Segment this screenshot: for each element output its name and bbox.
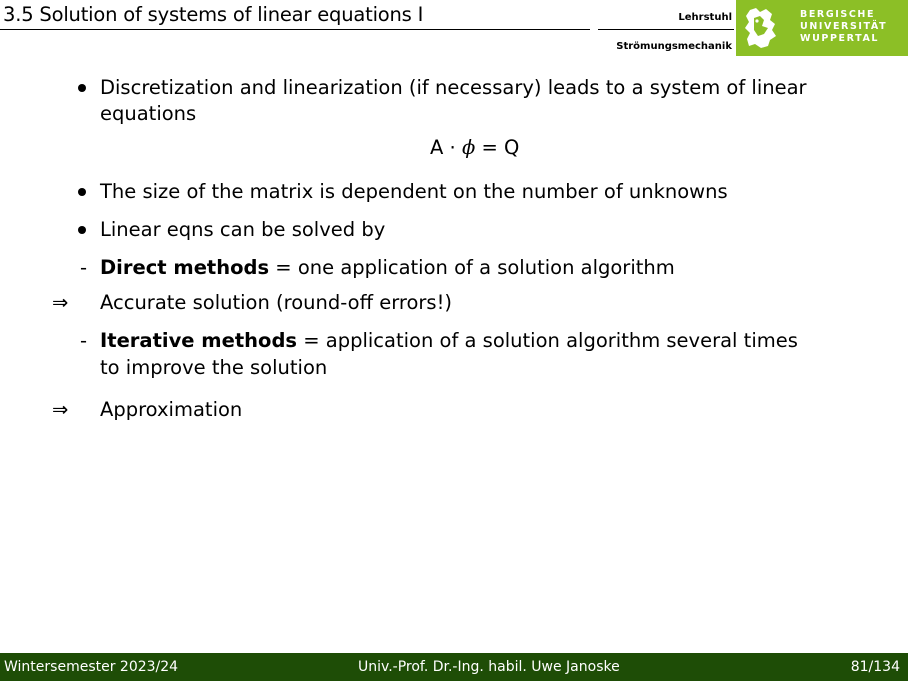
equation (430, 136, 519, 159)
equation-dot: · (449, 136, 456, 159)
direct-methods-term: Direct methods (100, 256, 270, 279)
list-item-iterative-methods (100, 328, 798, 354)
bullet-dot-icon (78, 84, 86, 92)
list-item-continuation: equations (100, 102, 197, 125)
dash-marker: - (80, 256, 88, 279)
list-item-accurate-solution: Accurate solution (round-off errors!) (100, 291, 452, 314)
chair-divider (598, 29, 734, 30)
footer-page-number: 81/134 (850, 659, 900, 675)
implies-arrow-icon: ⇒ (52, 291, 69, 314)
footer-semester: Wintersemester 2023/24 (4, 659, 179, 675)
chair-label-line2: Strömungsmechanik (616, 41, 732, 52)
university-name (800, 9, 887, 45)
iterative-methods-term: Iterative methods (100, 329, 298, 352)
slide-title: 3.5 Solution of systems of linear equations I (3, 3, 424, 26)
title-underline (0, 29, 590, 30)
lion-crest-icon (742, 6, 780, 50)
equation-matrix: A (430, 136, 444, 159)
university-name-line2: UNIVERSITÄT (800, 21, 888, 32)
list-item-linear-eqns: Linear eqns can be solved by (100, 218, 386, 241)
slide-footer (0, 653, 908, 681)
dash-marker: - (80, 329, 88, 352)
university-name-line3: WUPPERTAL (800, 33, 880, 44)
chair-label-line1: Lehrstuhl (678, 12, 732, 23)
university-name-line1: BERGISCHE (800, 9, 876, 20)
implies-arrow-icon: ⇒ (52, 398, 69, 421)
footer-author: Univ.-Prof. Dr.-Ing. habil. Uwe Janoske (358, 659, 620, 675)
list-item-matrix-size: The size of the matrix is dependent on the number of unknowns (100, 180, 728, 203)
slide-header (0, 0, 908, 58)
equation-rhs: Q (504, 136, 520, 159)
equation-equals: = (481, 136, 498, 159)
bullet-dot-icon (78, 188, 86, 196)
list-item-approximation: Approximation (100, 398, 243, 421)
bullet-dot-icon (78, 226, 86, 234)
iterative-methods-desc: = application of a solution algorithm several times (297, 329, 798, 352)
list-item-direct-methods (100, 255, 675, 281)
list-item-discretization: Discretization and linearization (if necessary) leads to a system of linear (100, 76, 807, 99)
direct-methods-desc: = one application of a solution algorithm (269, 256, 675, 279)
equation-phi: ϕ (461, 136, 476, 159)
list-item-iterative-continuation: to improve the solution (100, 356, 328, 379)
university-logo (736, 0, 908, 56)
